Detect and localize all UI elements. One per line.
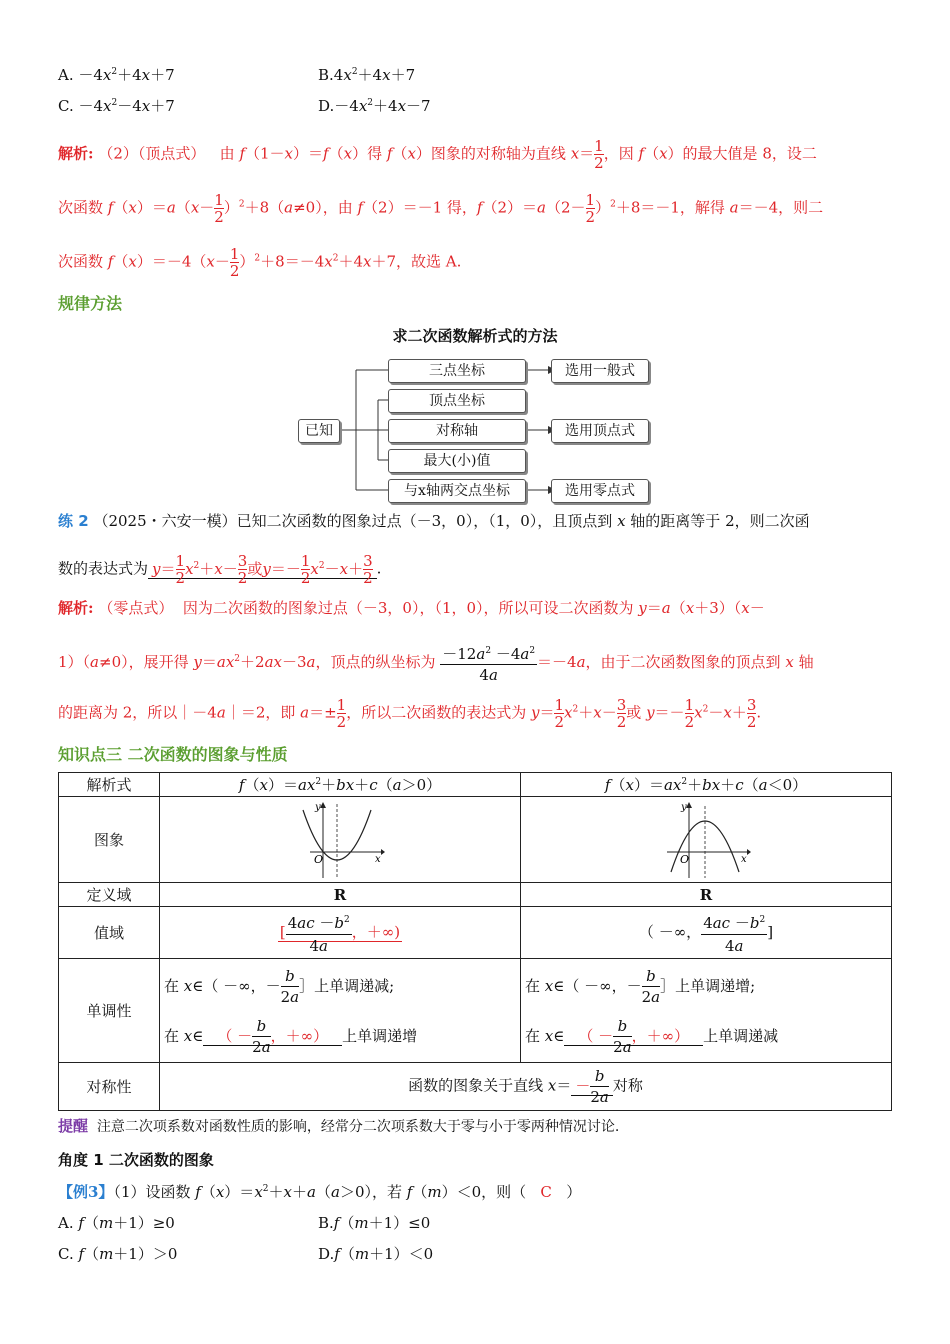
reminder-label: 提醒: [58, 1117, 89, 1135]
example-3-answer: C: [540, 1183, 552, 1201]
option-b: $B.4x^2+4x+7$: [318, 66, 416, 84]
input-axis: 对称轴: [388, 419, 526, 443]
method-heading: 规律方法: [58, 294, 123, 313]
input-vertex: 顶点坐标: [388, 389, 526, 413]
svg-text:x: x: [375, 853, 381, 865]
option-c: C. $-4x^2-4x+7$: [58, 97, 175, 115]
row-label-domain: 定义域: [59, 883, 160, 907]
monotonicity-a-pos: 在 x∈（ －∞，－ $\frac{b}{2a}$ ］上单调递减; 在 x∈ （ － $\frac{b}{2a}$ ，＋∞） 上单调递增: [160, 959, 521, 1063]
analysis-2-line-2: 1）（a≠0），展开得 $y=ax^2+2ax-3a$，顶点的纵坐标为 $\frac{-12a^2 -4a^2}{4a}$ ＝－4a，由于二次函数图象的顶点到 x 轴: [58, 641, 814, 685]
symmetry-cell: 函数的图象关于直线 x＝ － $\frac{b}{2a}$ 对称: [160, 1063, 892, 1111]
svg-text:y: y: [315, 801, 321, 813]
output-zero: 选用零点式: [551, 479, 649, 503]
practice-2-line-2: 数的表达式为 y＝ $\frac{1}{2}$ $x^2+x-$ $\frac{3}{2}$ 或y＝－ $\frac{1}{2}$ $x^2-x+$ $\frac{3}{2}$ .: [58, 552, 382, 587]
input-three-points: 三点坐标: [388, 359, 526, 383]
reminder: [58, 1115, 619, 1136]
formula-a-neg: $f(x)=ax^2+bx+c(a<0)$: [521, 773, 892, 797]
graph-downward-parabola: [521, 797, 892, 883]
range-a-neg: （ －∞， $\frac{4ac -b^2}{4a}$ ]: [521, 907, 892, 959]
range-a-pos: [ $\frac{4ac -b^2}{4a}$ ，＋∞): [160, 907, 521, 959]
graph-upward-parabola: [160, 797, 521, 883]
output-general: 选用一般式: [551, 359, 649, 383]
analysis-1-line-2: 次函数 f（x）＝a（x－ $\frac{1}{2}$ ）$^2$＋8（a≠0），由 f（2）＝－1 得，f（2）＝a（2－ $\frac{1}{2}$ ）$^2$＋8＝－1，解得 a＝－4，则二: [58, 191, 824, 226]
angle-1-heading: 角度 1 二次函数的图象: [58, 1151, 214, 1169]
row-label-graph: 图象: [59, 797, 160, 883]
row-label-monotonicity: 单调性: [59, 959, 160, 1063]
svg-text:y: y: [681, 801, 687, 813]
svg-text:O: O: [680, 852, 690, 866]
row-label-formula: 解析式: [59, 773, 160, 797]
domain-a-neg: R: [521, 883, 892, 907]
known-box: 已知: [298, 419, 340, 443]
monotonicity-a-neg: 在 x∈（ －∞，－ $\frac{b}{2a}$ ］上单调递增; 在 x∈ （ － $\frac{b}{2a}$ ，＋∞） 上单调递减: [521, 959, 892, 1063]
row-label-symmetry: 对称性: [59, 1063, 160, 1111]
practice-2-line-1: 练 2 （2025・六安一模）已知二次函数的图象过点（－3，0），（1，0），且顶点到 x 轴的距离等于 2，则二次函: [58, 512, 810, 530]
output-vertex: 选用顶点式: [551, 419, 649, 443]
properties-table: [58, 772, 892, 1111]
input-max-min: 最大(小)值: [388, 449, 526, 473]
method-title: 求二次函数解析式的方法: [392, 327, 558, 345]
example-3-stem: 【例3】（1）设函数 $f(x)=x^2+x+a(a>0)$，若 f（m）＜0，则（ C ）: [58, 1183, 582, 1201]
svg-text:O: O: [314, 852, 324, 866]
practice-2-answer: y＝ $\frac{1}{2}$ $x^2+x-$ $\frac{3}{2}$ 或y＝－ $\frac{1}{2}$ $x^2-x+$ $\frac{3}{2}$: [148, 560, 377, 579]
example-3-tag: 【例3】: [58, 1183, 114, 1201]
svg-text:x: x: [741, 853, 747, 865]
input-x-intercepts: 与x轴两交点坐标: [388, 479, 526, 503]
analysis-1-line-1: 解析: （2）（顶点式） 由 f（1－x）＝f（x）得 f（x）图象的对称轴为直线 x＝ $\frac{1}{2}$ ，因 f（x）的最大值是 8，设二: [58, 137, 817, 172]
analysis-2-line-3: 的距离为 2，所以｜－4a｜＝2，即 a＝± $\frac{1}{2}$ ，所以二次函数的表达式为 y＝ $\frac{1}{2}$ $x^2+x-$ $\frac{3}{2}$ 或 y＝－ $\frac{1}{2}$ $x^2-x+$ $\frac{3}{2}$ .: [58, 696, 762, 731]
example-3-option-a: A. f（m＋1）≥0: [58, 1214, 175, 1232]
example-3-option-d: D.f（m＋1）＜0: [318, 1245, 434, 1263]
option-d: $D.-4x^2+4x-7$: [318, 97, 431, 115]
example-3-option-c: C. f（m＋1）＞0: [58, 1245, 178, 1263]
domain-a-pos: R: [160, 883, 521, 907]
example-3-option-b: B.f（m＋1）≤0: [318, 1214, 431, 1232]
option-a: A. $-4x^2+4x+7$: [58, 66, 175, 84]
section-3-heading: 知识点三 二次函数的图象与性质: [58, 745, 288, 764]
row-label-range: 值域: [59, 907, 160, 959]
reminder-text: 注意二次项系数对函数性质的影响，经常分二次项系数大于零与小于零两种情况讨论.: [96, 1119, 620, 1135]
analysis-1-line-3: 次函数 f（x）＝－4（x－ $\frac{1}{2}$ ）$^2+8=-4x^2+4x+7$，故选 A.: [58, 245, 462, 280]
formula-a-pos: $f(x)=ax^2+bx+c(a>0)$: [160, 773, 521, 797]
analysis-2-line-1: 解析: （零点式） 因为二次函数的图象过点（－3，0），（1，0），所以可设二次函数为 y＝a（x＋3）（x－: [58, 599, 765, 617]
